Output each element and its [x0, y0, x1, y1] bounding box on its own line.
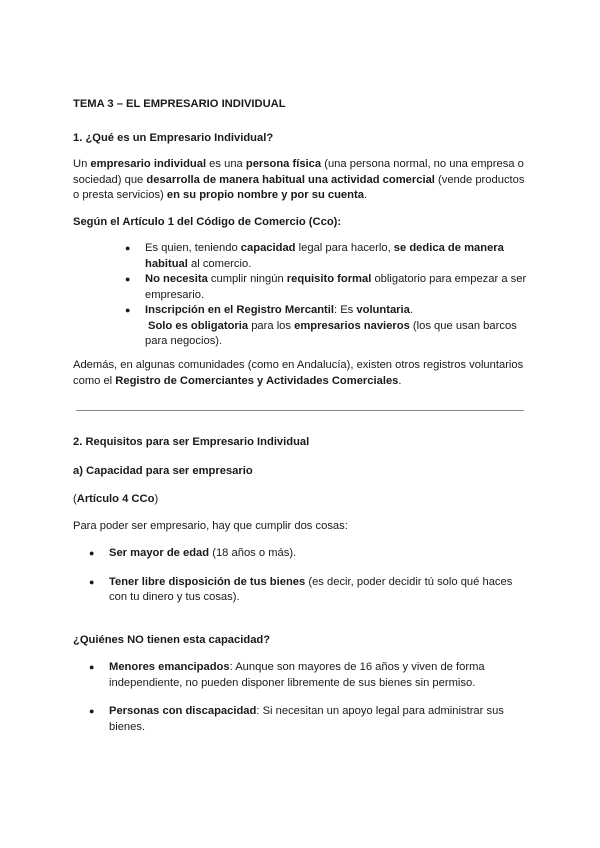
section-1-closing-paragraph: Además, en algunas comunidades (como en Andalucía), existen otros registros voluntarios como el Registro de Comerciantes y Actividades Comerciales. — [73, 359, 524, 387]
list-item: ● Ser mayor de edad (18 años o más). — [109, 546, 529, 562]
list-item: ● Menores emancipados: Aunque son mayores de 16 años y viven de forma independiente, no pueden disponer libremente de sus bienes sin permiso. — [109, 660, 529, 691]
no-capacity-list — [109, 660, 529, 735]
subsection-a-heading: a) Capacidad para ser empresario — [73, 465, 253, 477]
list-item: ● Personas con discapacidad: Si necesitan un apoyo legal para administrar sus bienes. — [109, 704, 529, 735]
section-1-heading: 1. ¿Qué es un Empresario Individual? — [73, 132, 274, 144]
section-1-paragraph: Un empresario individual es una persona física (una persona normal, no una empresa o sociedad) que desarrolla de manera habitual una actividad comercial (vende productos o presta servicios) en su propio nombre y por su cuenta. — [73, 158, 525, 201]
horizontal-divider — [76, 410, 524, 411]
list-item: ● Inscripción en el Registro Mercantil: Es voluntaria. Solo es obligatoria para los empresarios navieros (los que usan barcos para negocios). — [145, 303, 530, 350]
list-item: ● Tener libre disposición de tus bienes (es decir, poder decidir tú solo qué haces con tu dinero y tus cosas). — [109, 575, 529, 606]
no-capacity-heading: ¿Quiénes NO tienen esta capacidad? — [73, 634, 271, 646]
article-4-reference: (Artículo 4 CCo) — [73, 493, 159, 505]
requirements-list — [109, 546, 529, 606]
list-item: ● Es quien, teniendo capacidad legal para hacerlo, se dedica de manera habitual al comercio. — [145, 241, 530, 272]
requirements-intro: Para poder ser empresario, hay que cumplir dos cosas: — [73, 520, 348, 532]
article-1-list — [145, 241, 530, 350]
section-2-heading: 2. Requisitos para ser Empresario Individual — [73, 436, 310, 448]
list-item: ● No necesita cumplir ningún requisito formal obligatorio para empezar a ser empresario. — [145, 272, 530, 303]
document-title: TEMA 3 – EL EMPRESARIO INDIVIDUAL — [73, 98, 286, 110]
article-1-heading: Según el Artículo 1 del Código de Comercio (Cco): — [73, 216, 342, 228]
